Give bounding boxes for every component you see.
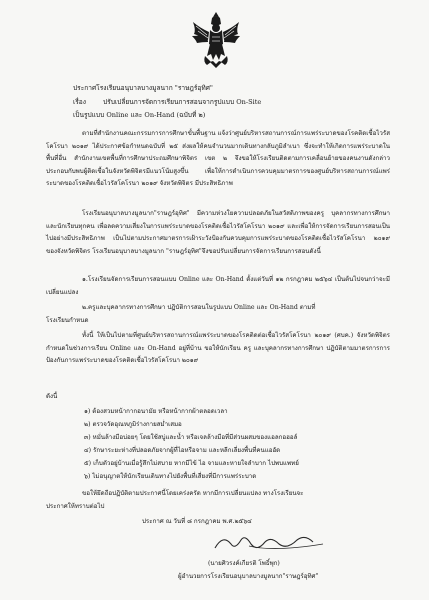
document-title: ประกาศโรงเรียนอนุบาลบางมูลนาก "ราษฎร์อุทิศ" [73, 84, 213, 92]
announcement-date: ประกาศ ณ วันที่ ๘ กรกฎาคม พ.ศ.๒๕๖๔ [142, 518, 252, 525]
subject-text: ปรับเปลี่ยนการจัดการเรียนการสอนจากรูปแบบ On-Site [103, 98, 262, 106]
measure-item: ๑) ต้องสวมหน้ากากอนามัย หรือหน้ากากผ้าตลอดเวลา [84, 408, 228, 415]
subject-label: เรื่อง [73, 98, 86, 106]
point-1: ๑.โรงเรียนจัดการเรียนการสอนแบบ Online และ On-Hand ตั้งแต่วันที่ ๑๒ กรกฎาคม ๒๕๖๔ เป็นต้นไปจนกว่าจะมีเปลี่ยนแปลง [46, 276, 390, 296]
paragraph-school-policy: โรงเรียนอนุบาลบางมูลนาก"ราษฎร์อุทิศ" มีความห่วงใยความปลอดภัยในสวัสดิภาพของครู บุคลากรทางการศึกษาและนักเรียนทุกคน เพื่อลดความเสี่ยงในการแพร่ระบาดของโรคติดเชื้อไวรัสโคโรนา ๒๐๑๙ และเพื่อให้การจัดการเรียนการสอนเป็นไปอย่างมีประสิทธิภาพ เป็นไปตามประกาศมาตรการเฝ้าระวังป้องกันควบคุมการแพร่ระบาดของโรคติดเชื้อไวรัสโคโรนา ๒๐๑๙ ของจังหวัดพิจิตร โรงเรียนอนุบาลบางมูลนาก "ราษฎร์อุทิศ"จึงขอปรับเปลี่ยนการจัดการเรียนการสอนดังนี้ [46, 210, 390, 255]
subject-continuation [73, 111, 205, 119]
garuda-emblem-icon [190, 10, 242, 70]
subject-text-2: เป็นรูปแบบ Online และ On-Hand (ฉบับที่ ๒) [73, 111, 206, 119]
paragraph-measures-intro: ทั้งนี้ ให้เป็นไปตามที่ศูนย์บริหารสถานการณ์แพร่ระบาดของโรคติดต่อเชื้อไวรัสโคโรนา ๒๐๑๙ (ศบค.) จังหวัดพิจิตรกำหนดในช่วงการเรียน Online และ On-Hand อยู่ที่บ้าน ขอให้นักเรียน ครู และบุคลากรทางการศึกษา ปฏิบัติตามมาตรการการป้องกันการแพร่ระบาดของโรคติดเชื้อไวรัสโคโรนา ๒๐๑๙ [46, 332, 390, 365]
signer-name: (นายศิวรงค์เกียรติ โพธิ์พุก) [208, 560, 280, 567]
signer-title: ผู้อำนวยการโรงเรียนอนุบาลบางมูลนาก"ราษฎร์อุทิศ" [178, 573, 319, 580]
signature-icon [205, 530, 345, 554]
closing-statement: ขอให้ยึดถือปฏิบัติตามประกาศนี้โดยเคร่งครัด หากมีการเปลี่ยนแปลง ทางโรงเรียนจะ [82, 490, 304, 497]
closing-statement-continuation: ประกาศให้ทราบต่อไป [46, 503, 105, 510]
measure-item: ๒) ตรวจวัดอุณหภูมิร่างกายสม่ำเสมอ [84, 421, 182, 428]
paragraph-background: ตามที่สำนักงานคณะกรรมการการศึกษาขั้นพื้นฐาน แจ้งว่าศูนย์บริหารสถานการณ์การแพร่ระบาดของโรคติดเชื้อไวรัสโคโรนา ๒๐๑๙ ได้ประกาศข้อกำหนดฉบับที่ ๒๕ ส่งผลให้คนจำนวนมากเดินทางกลับภูมิลำเนา ซึ่งจะทำให้เกิดการแพร่ระบาดในพื้นที่อื่น สำนักงานเขตพื้นที่การศึกษาประถมศึกษาพิจิตร เขต ๒ จึงขอให้โรงเรียนติดตามการเคลื่อนย้ายของคนงานดังกล่าว ประกอบกับพบผู้ติดเชื้อในจังหวัดพิจิตรมีแนวโน้มสูงขึ้น เพื่อให้การดำเนินการควบคุมมาตรการของศูนย์บริหารสถานการณ์แพร่ระบาดของโรคติดเชื้อไวรัสโคโรนา ๒๐๑๙ จังหวัดพิจิตร มีประสิทธิภาพ [46, 130, 390, 188]
measure-item: ๕) เก็บตัวอยู่บ้านเมื่อรู้สึกไม่สบาย หากมีไข้ ไอ จามและหายใจลำบาก ไปพบแพทย์ [84, 460, 299, 467]
point-2: ๒.ครูและบุคลากรทางการศึกษา ปฏิบัติการสอนในรูปแบบ Online และ On-Hand ตามที่ [82, 304, 316, 311]
point-2-continuation: โรงเรียนกำหนด [46, 317, 89, 324]
measure-item: ๓) หมั่นล้างมือบ่อยๆ โดยใช้สบู่และน้ำ หรือเจลล้างมือที่มีส่วนผสมของแอลกอฮอล์ [84, 434, 298, 441]
subject-line [73, 98, 261, 106]
measures-intro-end: ดังนี้ [46, 393, 58, 400]
measure-item: ๔) รักษาระยะห่างที่ปลอดภัยจากผู้ที่ไอหรือจาม และหลีกเลี่ยงพื้นที่คนแออัด [84, 447, 281, 454]
measures-list [84, 405, 299, 483]
measure-item: ๖) ไม่อนุญาตให้นักเรียนเดินทางไปยังพื้นที่เสี่ยงที่มีการแพร่ระบาด [84, 473, 257, 480]
